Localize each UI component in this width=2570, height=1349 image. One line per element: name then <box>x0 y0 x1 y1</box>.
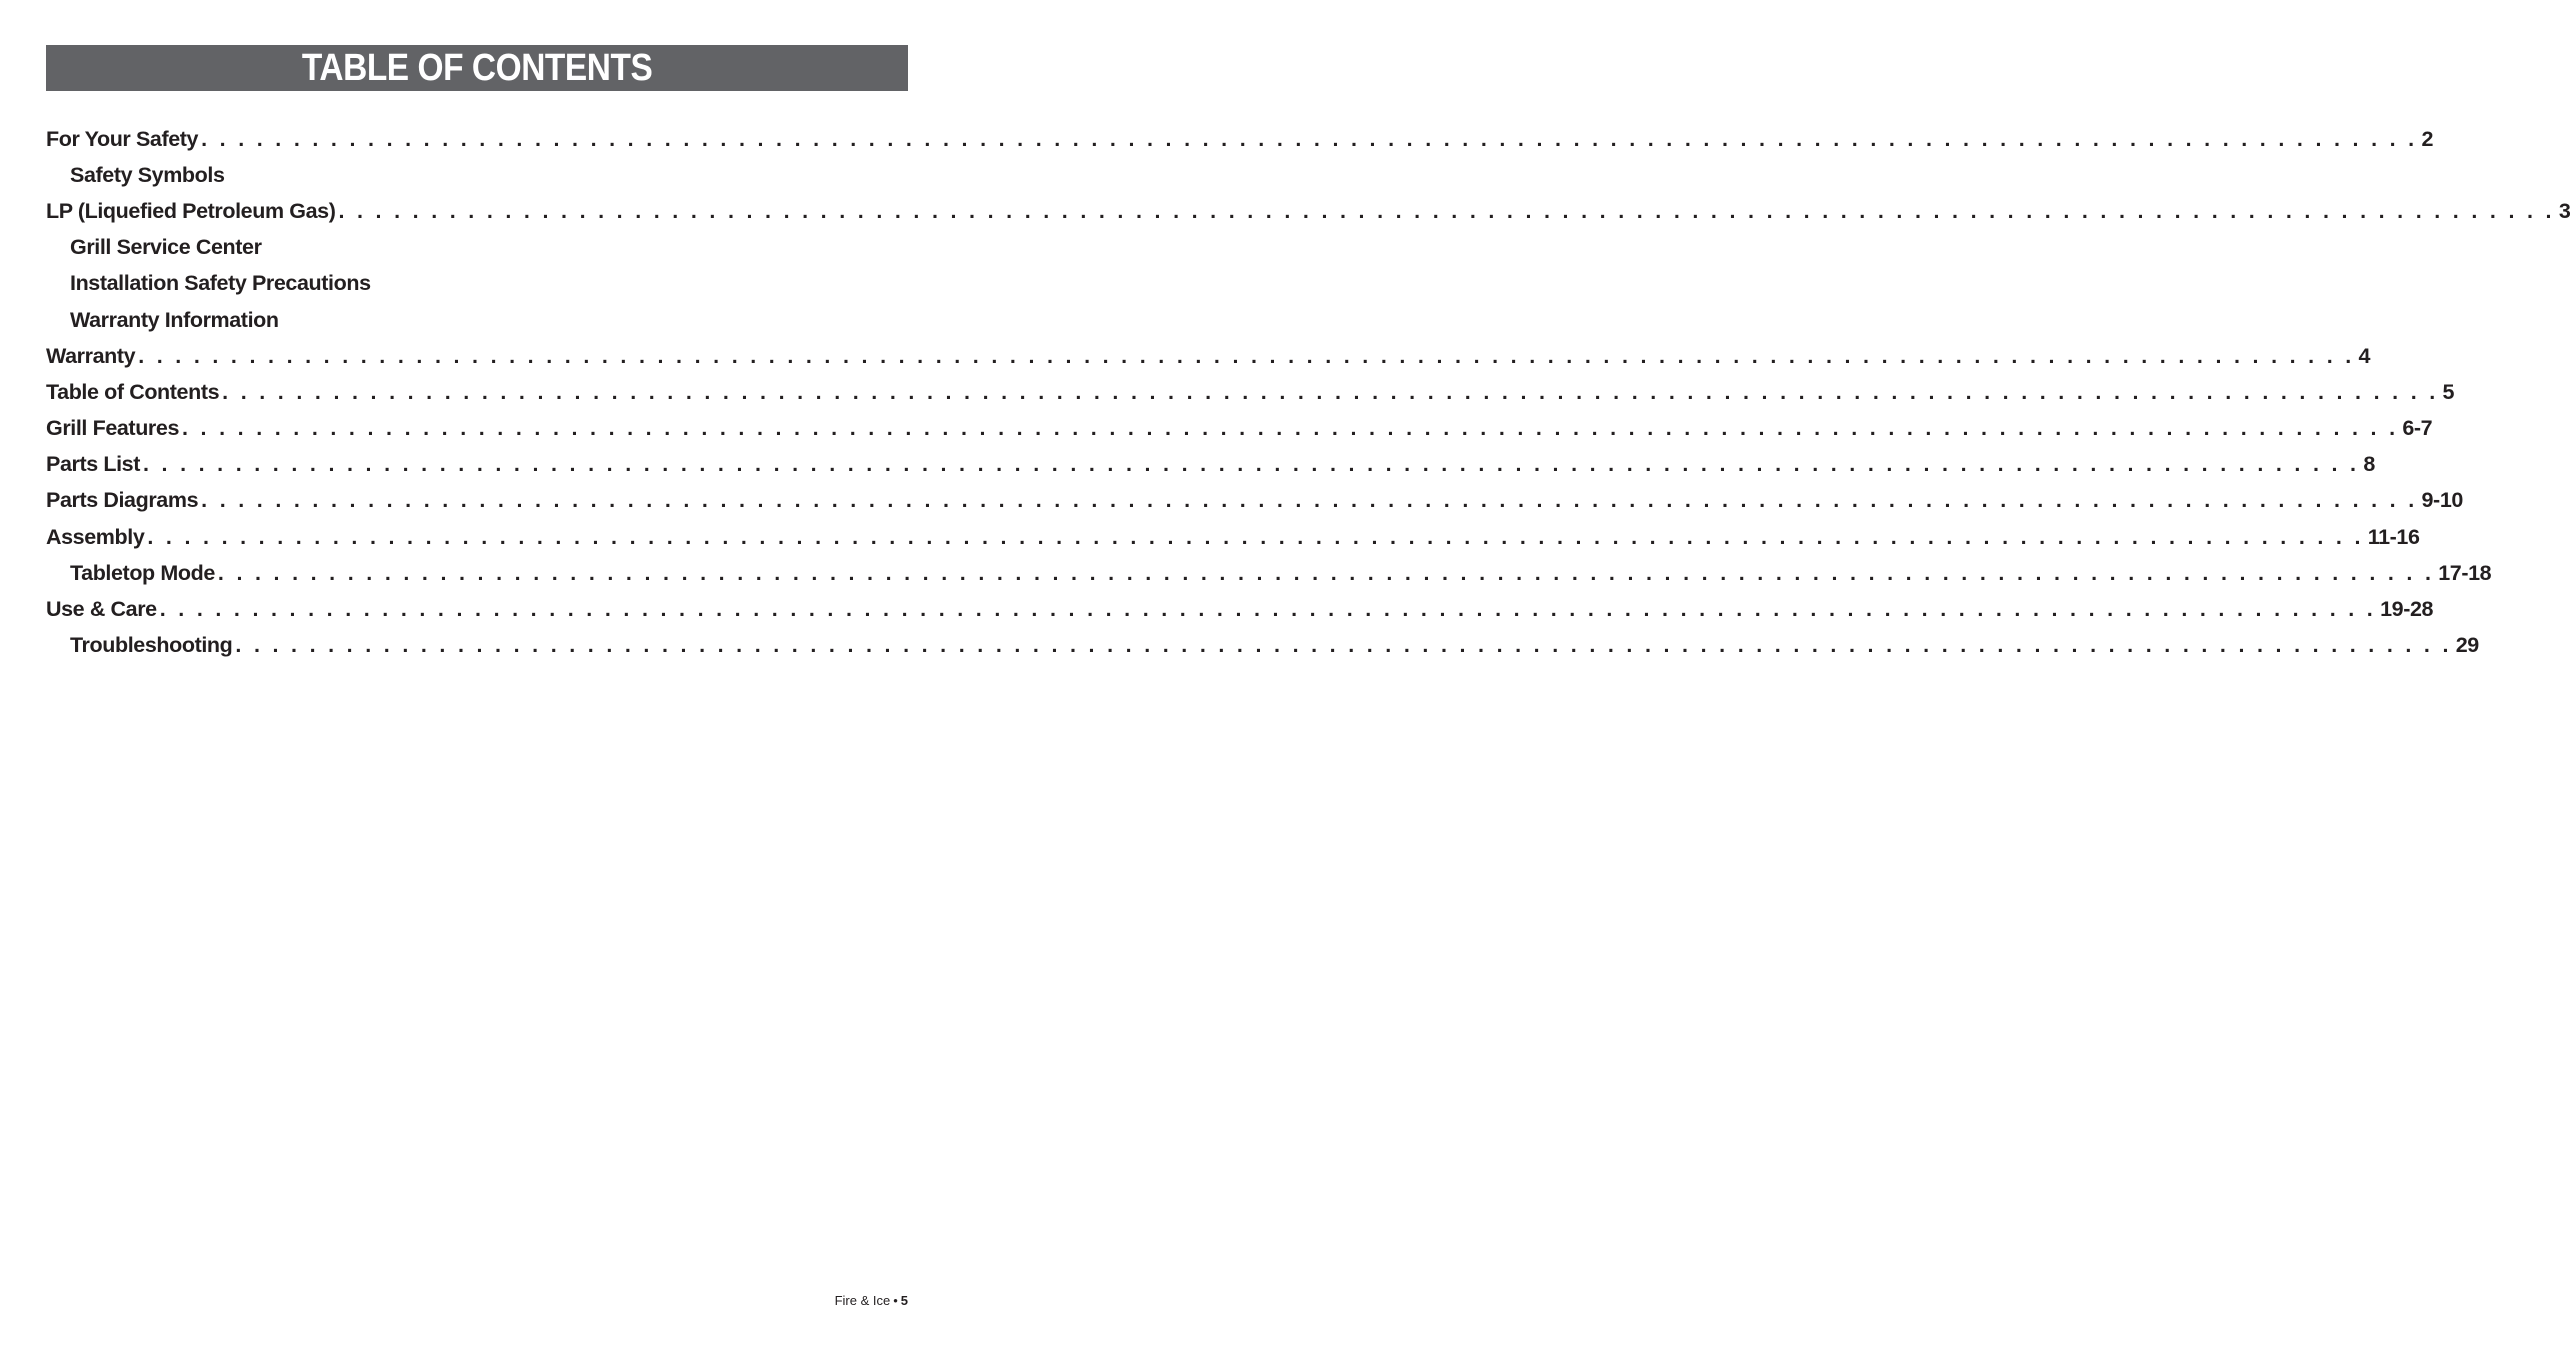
toc-entry-page: 9-10 <box>2421 488 2463 513</box>
toc-entry-page: 3 <box>2558 198 2570 223</box>
toc-entry-label: Warranty <box>46 343 136 368</box>
toc-entry-label: Installation Safety Precautions <box>70 271 371 296</box>
toc-entry <box>46 591 2434 627</box>
toc-entry-page: 29 <box>2455 633 2479 658</box>
toc-entry-label: Use & Care <box>46 597 157 622</box>
toc-entry-page: 17-18 <box>2438 560 2492 585</box>
toc-entry-label: Parts Diagrams <box>46 488 199 513</box>
toc-dot-leader: . . . . . . . . . . . . . . . . . . . . . . . . . . . . . . . . . . . . . . . . . . . . . . . . . . . . . . . . . . . . . . . . . . . . . . . . . . . . . . . . . . . . . . . . . . . . . . . . . . . . . . . . . . . . . . . . . . . . . . . . <box>235 633 2452 658</box>
toc-entry <box>46 121 2434 157</box>
footer-separator: • <box>893 1293 898 1308</box>
toc-entry-label: Tabletop Mode <box>70 560 215 585</box>
toc-dot-leader: . . . . . . . . . . . . . . . . . . . . . . . . . . . . . . . . . . . . . . . . . . . . . . . . . . . . . . . . . . . . . . . . . . . . . . . . . . . . . . . . . . . . . . . . . . . . . . . . . . . . . . . . . . . . . . . . . . . . . . . . <box>159 597 2377 622</box>
toc-dot-leader: . . . . . . . . . . . . . . . . . . . . . . . . . . . . . . . . . . . . . . . . . . . . . . . . . . . . . . . . . . . . . . . . . . . . . . . . . . . . . . . . . . . . . . . . . . . . . . . . . . . . . . . . . . . . . . . . . . . . . . . . <box>182 416 2399 441</box>
toc-entry-page: 11-16 <box>2367 524 2420 549</box>
toc-entry-label: Grill Service Center <box>70 235 262 260</box>
toc-entry <box>46 519 2420 555</box>
toc-entry-label: LP (Liquefied Petroleum Gas) <box>46 198 336 223</box>
toc-dot-leader: . . . . . . . . . . . . . . . . . . . . . . . . . . . . . . . . . . . . . . . . . . . . . . . . . . . . . . . . . . . . . . . . . . . . . . . . . . . . . . . . . . . . . . . . . . . . . . . . . . . . . . . . . . . . . . . . . . . . . . . . <box>142 452 2360 477</box>
toc-entry-page: 2 <box>2421 126 2434 151</box>
toc-entry-page: 19-28 <box>2380 597 2434 622</box>
toc-entry <box>46 411 2433 447</box>
toc-dot-leader: . . . . . . . . . . . . . . . . . . . . . . . . . . . . . . . . . . . . . . . . . . . . . . . . . . . . . . . . . . . . . . . . . . . . . . . . . . . . . . . . . . . . . . . . . . . . . . . . . . . . . . . . . . . . . . . . . . . . . . . . <box>217 560 2435 585</box>
toc-dot-leader: . . . . . . . . . . . . . . . . . . . . . . . . . . . . . . . . . . . . . . . . . . . . . . . . . . . . . . . . . . . . . . . . . . . . . . . . . . . . . . . . . . . . . . . . . . . . . . . . . . . . . . . . . . . . . . . . . . . . . . . . <box>138 343 2355 368</box>
toc-dot-leader: . . . . . . . . . . . . . . . . . . . . . . . . . . . . . . . . . . . . . . . . . . . . . . . . . . . . . . . . . . . . . . . . . . . . . . . . . . . . . . . . . . . . . . . . . . . . . . . . . . . . . . . . . . . . . . . . . . . . . . . . <box>222 379 2439 404</box>
toc-entry <box>46 302 904 338</box>
toc-entry <box>46 338 2371 374</box>
toc-entry-label: Grill Features <box>46 416 180 441</box>
toc-entry <box>46 628 2479 664</box>
toc-entry <box>46 193 2570 229</box>
toc-dot-leader: . . . . . . . . . . . . . . . . . . . . . . . . . . . . . . . . . . . . . . . . . . . . . . . . . . . . . . . . . . . . . . . . . . . . . . . . . . . . . . . . . . . . . . . . . . . . . . . . . . . . . . . . . . . . . . . . . . . . . . . . <box>147 524 2364 549</box>
toc-entry-label: Warranty Information <box>70 307 279 332</box>
toc-dot-leader: . . . . . . . . . . . . . . . . . . . . . . . . . . . . . . . . . . . . . . . . . . . . . . . . . . . . . . . . . . . . . . . . . . . . . . . . . . . . . . . . . . . . . . . . . . . . . . . . . . . . . . . . . . . . . . . . . . . . . . . . <box>338 198 2555 223</box>
toc-dot-leader: . . . . . . . . . . . . . . . . . . . . . . . . . . . . . . . . . . . . . . . . . . . . . . . . . . . . . . . . . . . . . . . . . . . . . . . . . . . . . . . . . . . . . . . . . . . . . . . . . . . . . . . . . . . . . . . . . . . . . . . . <box>201 488 2418 513</box>
toc-entry-page: 8 <box>2363 452 2375 477</box>
toc-entry <box>46 266 904 302</box>
title-bar <box>46 45 908 91</box>
page-footer <box>835 1293 908 1308</box>
toc-entry <box>46 447 2375 483</box>
toc-entry-label: Parts List <box>46 452 140 477</box>
toc-entry <box>46 230 904 266</box>
toc-entry-page: 4 <box>2358 343 2371 368</box>
toc-entry <box>46 157 904 193</box>
toc-entry-page: 6-7 <box>2402 416 2433 441</box>
toc-entry-page: 5 <box>2442 379 2455 404</box>
toc-entry-label: Troubleshooting <box>70 633 233 658</box>
toc-entry-label: Assembly <box>46 524 145 549</box>
table-of-contents <box>46 121 2570 664</box>
toc-entry <box>46 483 2463 519</box>
footer-page-number: 5 <box>900 1293 908 1308</box>
toc-entry <box>46 555 2492 591</box>
page-title: TABLE OF CONTENTS <box>301 47 653 89</box>
toc-entry-label: Safety Symbols <box>70 162 225 187</box>
toc-entry <box>46 374 2455 410</box>
toc-entry-label: For Your Safety <box>46 126 199 151</box>
toc-entry-label: Table of Contents <box>46 379 220 404</box>
toc-dot-leader: . . . . . . . . . . . . . . . . . . . . . . . . . . . . . . . . . . . . . . . . . . . . . . . . . . . . . . . . . . . . . . . . . . . . . . . . . . . . . . . . . . . . . . . . . . . . . . . . . . . . . . . . . . . . . . . . . . . . . . . . <box>201 126 2418 151</box>
footer-brand: Fire & Ice <box>834 1293 891 1308</box>
